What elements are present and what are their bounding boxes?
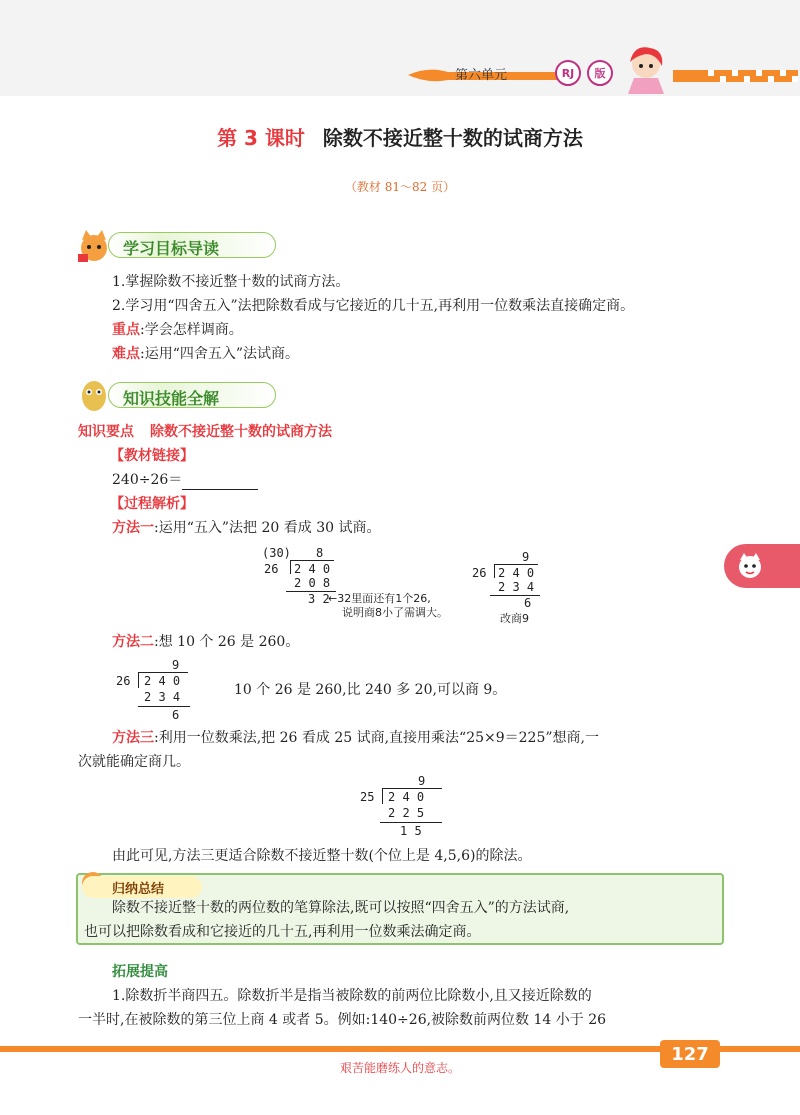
goal-item-1: 1.掌握除数不接近整十数的试商方法。 <box>112 274 350 290</box>
calc2-quotient: 9 <box>522 550 530 564</box>
method-three: 方法三:利用一位数乘法,把 26 看成 25 试商,直接用乘法“25×9＝225”想商,一 <box>112 730 599 746</box>
owl-mascot-icon <box>76 374 112 414</box>
calc4-dividend: 2 4 0 <box>388 790 425 804</box>
section-learning-goals-title: 学习目标导读 <box>123 239 220 258</box>
summary-line-2: 也可以把除数看成和它接近的几十五,再利用一位数乘法确定商。 <box>84 924 481 940</box>
section-knowledge-title: 知识技能全解 <box>123 389 220 408</box>
calc4-divisor: 25 <box>360 790 375 804</box>
calc4-bracket-top <box>382 788 442 789</box>
extend-line-2: 一半时,在被除数的第三位上商 4 或者 5。例如:140÷26,被除数前两位数 14 小于 26 <box>78 1012 607 1028</box>
calc2-bracket-top <box>494 564 538 565</box>
side-tab <box>724 544 800 588</box>
calc3-quotient: 9 <box>172 658 180 672</box>
calc1-product: 2 0 8 <box>294 576 331 590</box>
textbook-pages: （教材 81～82 页） <box>344 180 456 194</box>
girl-mascot-icon <box>616 40 676 96</box>
calc3-bracket-side <box>138 672 139 688</box>
calc2-divisor: 26 <box>472 566 487 580</box>
textbook-link-label: 【教材链接】 <box>110 448 194 464</box>
section-learning-goals-header <box>108 232 276 258</box>
page-number: 127 <box>660 1040 720 1068</box>
calc2-product: 2 3 4 <box>498 580 535 594</box>
extend-line-1: 1.除数折半商四五。除数折半是指当被除数的前两位比除数小,且又接近除数的 <box>112 988 592 1004</box>
conclusion: 由此可见,方法三更适合除数不接近整十数(个位上是 4,5,6)的除法。 <box>112 848 532 864</box>
calc4-product: 2 2 5 <box>388 806 425 820</box>
process-label: 【过程解析】 <box>110 496 194 512</box>
calc1-divisor: 26 <box>264 562 279 576</box>
knowledge-point: 知识要点 除数不接近整十数的试商方法 <box>78 424 332 440</box>
calc4-bracket-side <box>382 788 383 804</box>
calc1-note-line1: ←32里面还有1个26, <box>328 592 431 605</box>
method-three-cont: 次就能确定商几。 <box>78 754 190 770</box>
answer-blank <box>182 476 258 490</box>
calc1-dividend: 2 4 0 <box>294 562 331 576</box>
calc3-dividend: 2 4 0 <box>144 674 181 688</box>
calc3-divisor: 26 <box>116 674 131 688</box>
calc1-note-line2: 说明商8小了需调大。 <box>342 606 448 619</box>
method-one: 方法一:运用“五入”法把 20 看成 30 试商。 <box>112 520 381 536</box>
section-knowledge-header <box>108 382 276 408</box>
calc1-bracket-top <box>290 560 334 561</box>
calc2-remainder: 6 <box>524 596 532 610</box>
difficult-point: 难点:运用“四舍五入”法试商。 <box>112 346 300 362</box>
calc4-quotient: 9 <box>418 774 426 788</box>
summary-tag: 归纳总结 <box>82 876 202 898</box>
calc3-remainder: 6 <box>172 708 180 722</box>
calc4-rule <box>380 822 442 823</box>
calc1-bracket-side <box>290 560 291 574</box>
fox-face-icon <box>736 552 764 580</box>
lesson-number: 第 3 课时 <box>217 126 305 150</box>
calc3-bracket-top <box>138 672 188 673</box>
extend-title: 拓展提高 <box>112 964 168 980</box>
calc4-remainder: 1 5 <box>400 824 422 838</box>
calc2-bracket-side <box>494 564 495 578</box>
fox-mascot-icon <box>76 228 112 264</box>
lesson-title: 除数不接近整十数的试商方法 <box>322 126 583 150</box>
page-title <box>0 122 800 151</box>
summary-line-1: 除数不接近整十数的两位数的笔算除法,既可以按照“四舍五入”的方法试商, <box>112 900 570 916</box>
calc1-quotient: 8 <box>316 546 324 560</box>
problem-statement: 240÷26＝ <box>112 470 258 490</box>
goal-item-2: 2.学习用“四舍五入”法把除数看成与它接近的几十五,再利用一位数乘法直接确定商。 <box>112 298 635 314</box>
key-point: 重点:学会怎样调商。 <box>112 322 243 338</box>
method-two: 方法二:想 10 个 26 是 260。 <box>112 634 300 650</box>
rj-badge: RJ <box>555 60 581 86</box>
unit-label: 第六单元 <box>455 68 508 83</box>
calc1-hint: (30) <box>262 546 291 560</box>
calc3-product: 2 3 4 <box>144 690 181 704</box>
calc1-remainder: 3 2 <box>308 592 330 606</box>
calc2-rule <box>490 595 540 596</box>
footer-motto: 艰苦能磨练人的意志。 <box>339 1061 460 1075</box>
calc3-rule <box>138 706 190 707</box>
edition-badge: 版 <box>587 60 613 86</box>
method-two-note: 10 个 26 是 260,比 240 多 20,可以商 9。 <box>234 682 507 698</box>
calc2-dividend: 2 4 0 <box>498 566 535 580</box>
calc2-caption: 改商9 <box>500 612 529 625</box>
